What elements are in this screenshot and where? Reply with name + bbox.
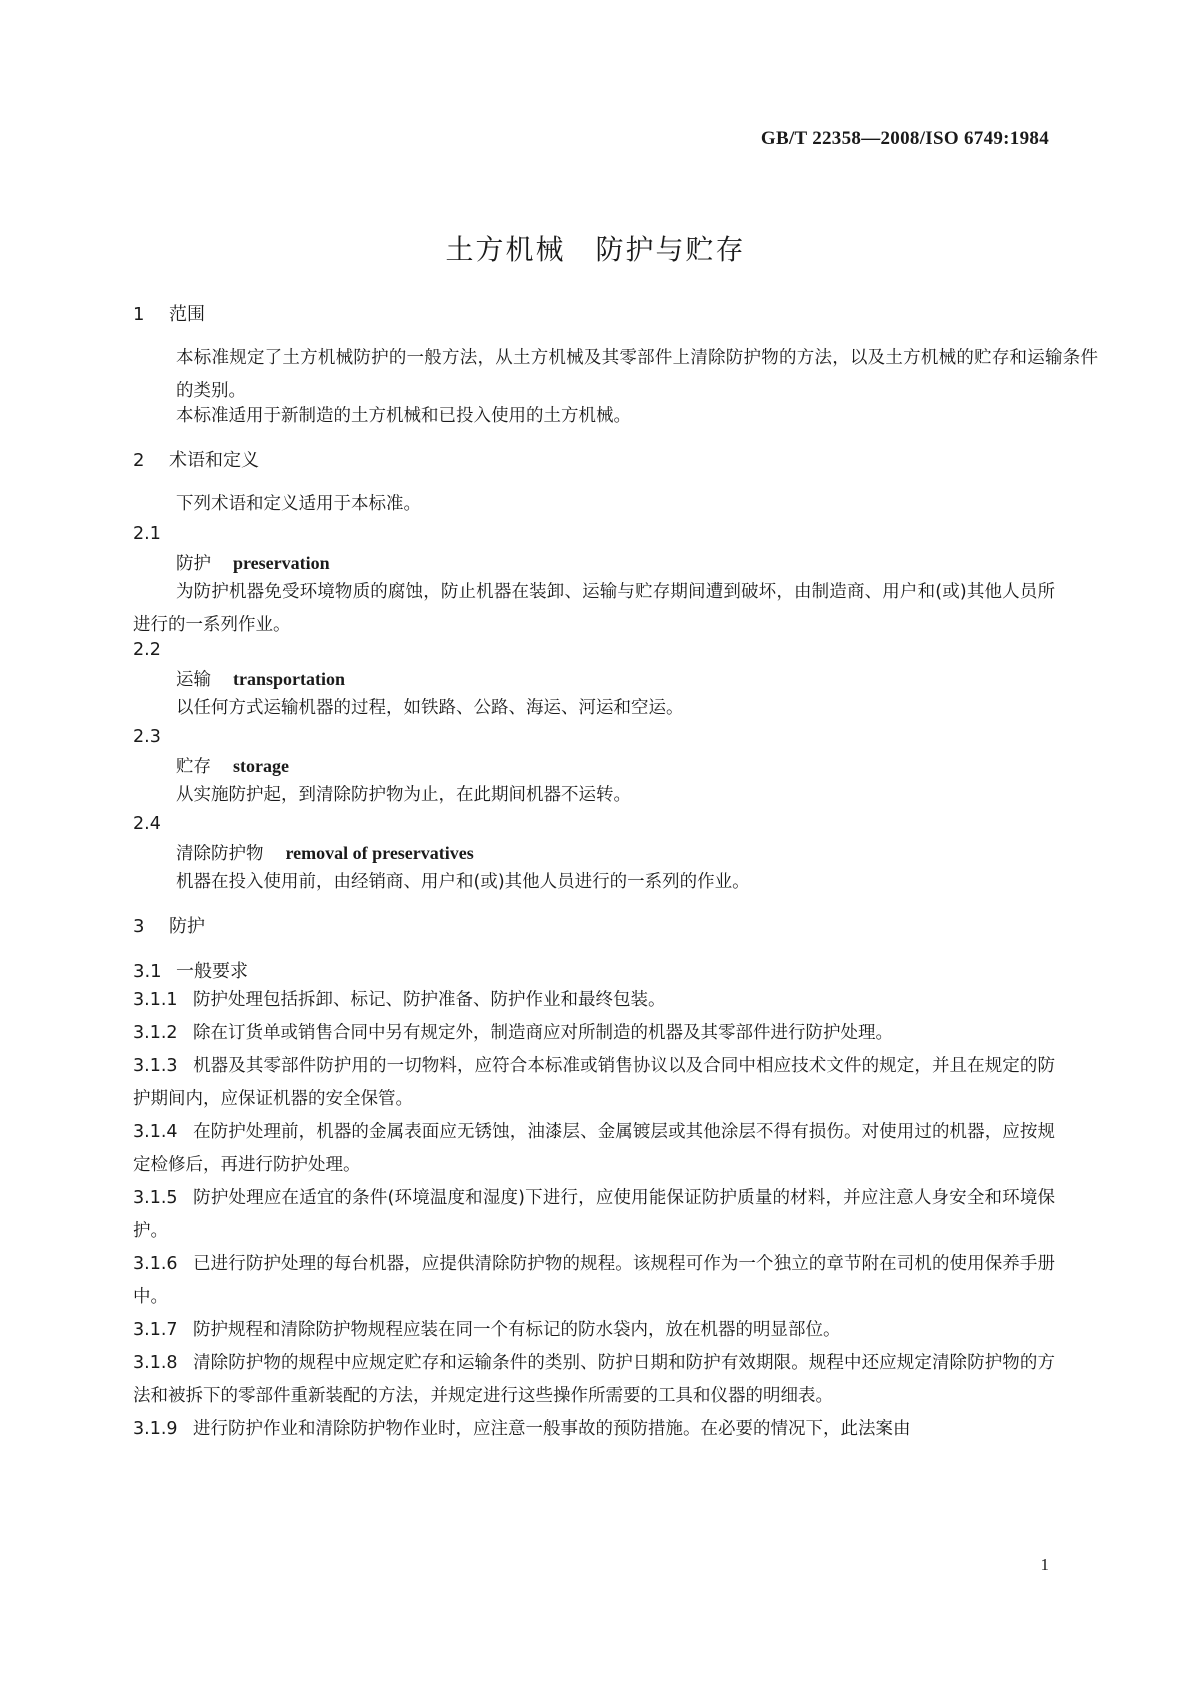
section-number: 1	[133, 304, 145, 325]
paragraph-text: 本标准规定了土方机械防护的一般方法，从土方机械及其零部件上清除防护物的方法，以及土方机械的贮存和运输条件的类别。	[176, 348, 1098, 401]
clause-number: 3.1.1	[133, 990, 178, 1010]
scope-paragraph-2	[133, 400, 1098, 433]
clause-number: 3.1.8	[133, 1353, 178, 1373]
clause-number: 3.1.9	[133, 1419, 178, 1439]
clause-text: 在防护处理前，机器的金属表面应无锈蚀，油漆层、金属镀层或其他涂层不得有损伤。对使用过的机器，应按规定检修后，再进行防护处理。	[133, 1122, 1055, 1175]
term-number: 2.2	[133, 640, 161, 660]
definition-text: 从实施防护起，到清除防护物为止，在此期间机器不运转。	[176, 785, 631, 805]
term-english: transportation	[233, 669, 345, 689]
clause-number: 3.1.3	[133, 1056, 178, 1076]
clause-text: 已进行防护处理的每台机器，应提供清除防护物的规程。该规程可作为一个独立的章节附在司机的使用保养手册中。	[133, 1254, 1055, 1307]
clause	[133, 1413, 1055, 1446]
scope-paragraph-1	[133, 342, 1098, 408]
term-definition	[133, 576, 1055, 642]
section-title: 范围	[169, 304, 205, 325]
definition-text: 为防护机器免受环境物质的腐蚀，防止机器在装卸、运输与贮存期间遭到破坏，由制造商、用户和(或)其他人员所进行的一系列作业。	[133, 582, 1055, 635]
term-definition	[133, 866, 1098, 899]
clause	[133, 1017, 1055, 1050]
clause	[133, 1050, 1055, 1116]
clause	[133, 1116, 1055, 1182]
term-number: 2.1	[133, 524, 161, 544]
clause-text: 除在订货单或销售合同中另有规定外，制造商应对所制造的机器及其零部件进行防护处理。	[193, 1023, 893, 1043]
term-chinese: 贮存	[176, 757, 211, 777]
clause-number: 3.1.4	[133, 1122, 178, 1142]
term-english: storage	[233, 756, 289, 776]
paragraph-text: 下列术语和定义适用于本标准。	[176, 494, 421, 514]
section-title: 术语和定义	[169, 450, 259, 471]
document-title: 土方机械 防护与贮存	[445, 233, 746, 266]
definition-text: 机器在投入使用前，由经销商、用户和(或)其他人员进行的一系列的作业。	[176, 872, 750, 892]
subsection-number: 3.1	[133, 961, 162, 982]
clause	[133, 1347, 1055, 1413]
term-number: 2.4	[133, 814, 161, 834]
clause	[133, 1182, 1055, 1248]
terms-intro	[133, 488, 1098, 521]
clause-text: 进行防护作业和清除防护物作业时，应注意一般事故的预防措施。在必要的情况下，此法案由	[193, 1419, 911, 1439]
section-number: 3	[133, 916, 145, 937]
section-1-heading	[133, 298, 1055, 331]
clause-number: 3.1.7	[133, 1320, 178, 1340]
clause	[133, 1248, 1055, 1314]
subsection-title: 一般要求	[176, 961, 248, 982]
term-number: 2.3	[133, 727, 161, 747]
clause	[133, 1314, 1055, 1347]
clause-list	[133, 984, 1055, 1446]
paragraph-text: 本标准适用于新制造的土方机械和已投入使用的土方机械。	[176, 406, 631, 426]
section-title: 防护	[169, 916, 205, 937]
clause-text: 防护处理包括拆卸、标记、防护准备、防护作业和最终包装。	[193, 990, 666, 1010]
clause-number: 3.1.5	[133, 1188, 178, 1208]
clause-text: 机器及其零部件防护用的一切物料，应符合本标准或销售协议以及合同中相应技术文件的规定，并且在规定的防护期间内，应保证机器的安全保管。	[133, 1056, 1055, 1109]
clause	[133, 984, 1055, 1017]
clause-text: 防护规程和清除防护物规程应装在同一个有标记的防水袋内，放在机器的明显部位。	[193, 1320, 841, 1340]
standard-code: GB/T 22358—2008/ISO 6749:1984	[760, 128, 1049, 149]
section-number: 2	[133, 450, 145, 471]
clause-text: 清除防护物的规程中应规定贮存和运输条件的类别、防护日期和防护有效期限。规程中还应规定清除防护物的方法和被拆下的零部件重新装配的方法，并规定进行这些操作所需要的工具和仪器的明细表。	[133, 1353, 1055, 1406]
clause-number: 3.1.6	[133, 1254, 178, 1274]
term-english: preservation	[233, 553, 330, 573]
term-chinese: 防护	[176, 554, 211, 574]
clause-text: 防护处理应在适宜的条件(环境温度和湿度)下进行，应使用能保证防护质量的材料，并应注意人身安全和环境保护。	[133, 1188, 1055, 1241]
term-chinese: 运输	[176, 670, 211, 690]
term-english: removal of preservatives	[285, 843, 474, 863]
section-2-heading	[133, 444, 1055, 477]
definition-text: 以任何方式运输机器的过程，如铁路、公路、海运、河运和空运。	[176, 698, 684, 718]
term-chinese: 清除防护物	[176, 844, 264, 864]
clause-number: 3.1.2	[133, 1023, 178, 1043]
section-3-heading	[133, 910, 1055, 943]
page-number: 1	[1040, 1555, 1049, 1574]
